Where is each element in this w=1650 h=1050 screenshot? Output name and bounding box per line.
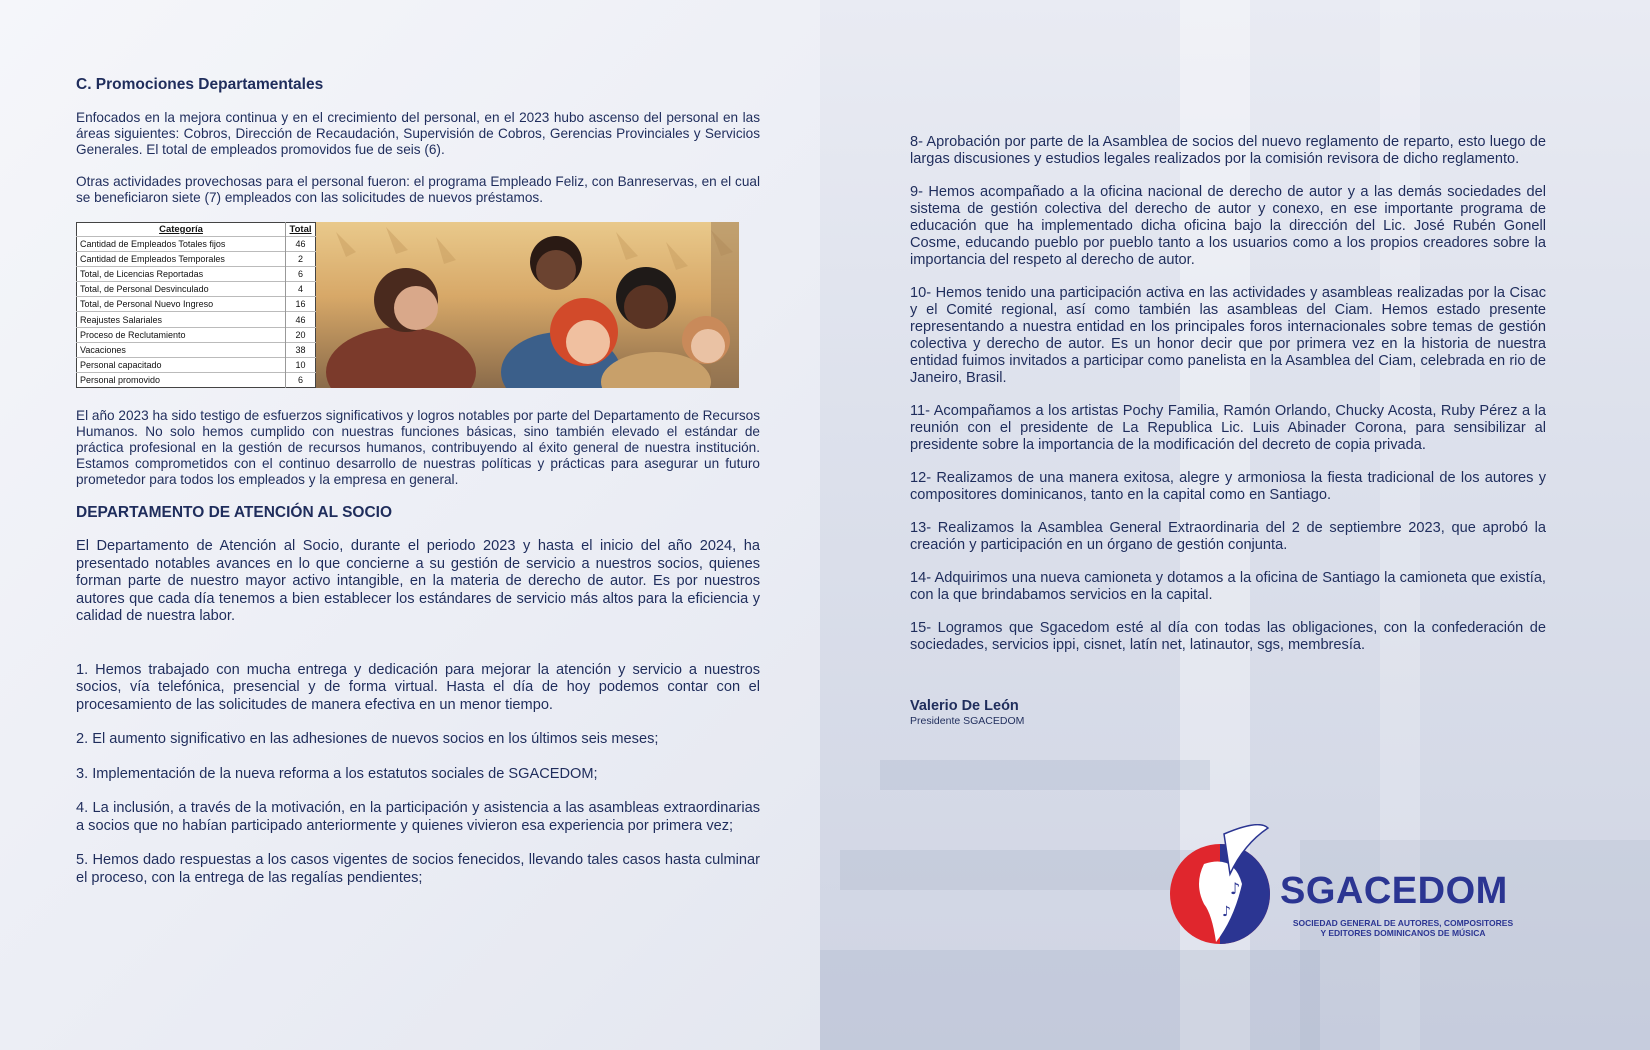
sgacedom-logo	[1164, 824, 1524, 964]
row-label: Reajustes Salariales	[77, 312, 286, 327]
right-column	[910, 134, 1546, 727]
paragraph-2023: El año 2023 ha sido testigo de esfuerzos significativos y logros notables por parte del Departamento de Recursos Humanos. No solo hemos cumplido con nuestras funciones básicas, sino también elevado el estándar de práctica profesional en la gestión de recursos humanos, contribuyendo al éxito general de nuestra institución. Estamos comprometidos con el continuo desarrollo de nuestras políticas y prácticas para asegurar un futuro prometedor para todos los empleados y la empresa en general.	[76, 408, 760, 487]
row-label: Total, de Licencias Reportadas	[77, 267, 286, 282]
list-item: 9- Hemos acompañado a la oficina nacional de derecho de autor y a las demás sociedades del sistema de gestión colectiva del derecho de autor y conexo, en ese importante programa de educación que ha implementado dicha oficina bajo la dirección del Lic. José Rubén Gonell Cosme, educando pueblo por pueblo tanto a los usuarios como a los propios creadores sobre la importancia del respeto al derecho de autor.	[910, 184, 1546, 268]
list-item: 8- Aprobación por parte de la Asamblea de socios del nuevo reglamento de reparto, esto luego de largas discusiones y estudios legales realizados por la comisión revisora de dicho reglamento.	[910, 134, 1546, 167]
paragraph-promociones: Enfocados en la mejora continua y en el crecimiento del personal, en el 2023 hubo ascenso del personal en las áreas siguientes: Cobros, Dirección de Recaudación, Supervisión de Cobros, Gerencias Provinciales y Servicios Generales. El total de empleados promovidos fue de seis (6).	[76, 110, 760, 157]
table-row	[77, 252, 316, 267]
list-item: 1. Hemos trabajado con mucha entrega y dedicación para mejorar la atención y servicio a nuestros socios, vía telefónica, presencial y de forma virtual. Hasta el día de hoy podemos contar con el procesamiento de las solicitudes de manera efectiva en un menor tiempo.	[76, 661, 760, 713]
table-header-category: Categoría	[159, 224, 203, 235]
row-value: 38	[286, 342, 316, 357]
row-value: 6	[286, 372, 316, 387]
row-label: Personal promovido	[77, 372, 286, 387]
list-item: 11- Acompañamos a los artistas Pochy Familia, Ramón Orlando, Chucky Acosta, Ruby Pérez a la reunión con el presidente de La Republica Lic. Luis Abinader Corona, para sensibilizar al presidente sobre la importancia de la modificación del decreto de copia privada.	[910, 403, 1546, 453]
row-value: 4	[286, 282, 316, 297]
team-photo-illustration	[316, 222, 739, 388]
row-label: Cantidad de Empleados Temporales	[77, 252, 286, 267]
table-row	[77, 372, 316, 387]
table-row	[77, 357, 316, 372]
staff-stats-table	[76, 222, 316, 388]
row-value: 46	[286, 312, 316, 327]
paragraph-department: El Departamento de Atención al Socio, durante el periodo 2023 y hasta el inicio del año 2024, ha presentado notables avances en lo que concierne a su gestión de servicio a nuestros socios, quienes forman parte de nuestro mayor activo intangible, en la materia de derecho de autor. Es por nuestros autores que cada día tenemos a bien establecer los estándares de servicio más altos para la eficiencia y calidad de nuestra labor.	[76, 538, 760, 624]
row-label: Cantidad de Empleados Totales fijos	[77, 237, 286, 252]
table-row	[77, 237, 316, 252]
table-row	[77, 297, 316, 312]
svg-text:♪: ♪	[1222, 904, 1231, 920]
list-item: 15- Logramos que Sgacedom esté al día con todas las obligaciones, con la confederación de sociedades, servicios ippi, cisnet, latín net, latinautor, sgs, membresía.	[910, 620, 1546, 653]
row-value: 2	[286, 252, 316, 267]
logo-emblem-icon	[1164, 824, 1274, 964]
row-label: Personal capacitado	[77, 357, 286, 372]
table-header-total: Total	[286, 223, 316, 237]
table-row	[77, 282, 316, 297]
team-photo	[316, 222, 739, 388]
table-header-row	[77, 223, 316, 237]
row-label: Proceso de Reclutamiento	[77, 327, 286, 342]
table-row	[77, 327, 316, 342]
table-row	[77, 342, 316, 357]
paragraph-actividades: Otras actividades provechosas para el personal fueron: el programa Empleado Feliz, con Banreservas, en el cual se beneficiaron siete (7) empleados con las solicitudes de nuevos préstamos.	[76, 174, 760, 205]
table-photo-row	[76, 222, 760, 388]
table-row	[77, 312, 316, 327]
svg-text:♪: ♪	[1230, 879, 1241, 898]
table-row	[77, 267, 316, 282]
row-value: 20	[286, 327, 316, 342]
department-heading: DEPARTAMENTO DE ATENCIÓN AL SOCIO	[76, 504, 393, 521]
list-item: 12- Realizamos de una manera exitosa, alegre y armoniosa la fiesta tradicional de los autores y compositores dominicanos, tanto en la capital como en Santiago.	[910, 470, 1546, 503]
logo-subtitle-line1: SOCIEDAD GENERAL DE AUTORES, COMPOSITORES	[1292, 918, 1514, 928]
row-value: 46	[286, 237, 316, 252]
signature-name: Valerio De León	[910, 698, 1019, 714]
section-heading: C. Promociones Departamentales	[76, 76, 324, 93]
row-value: 10	[286, 357, 316, 372]
list-item: 2. El aumento significativo en las adhesiones de nuevos socios en los últimos seis meses;	[76, 731, 659, 747]
left-column	[76, 76, 760, 904]
list-item: 3. Implementación de la nueva reforma a los estatutos sociales de SGACEDOM;	[76, 765, 598, 782]
logo-wordmark: SGACEDOM	[1280, 870, 1508, 912]
row-label: Total, de Personal Desvinculado	[77, 282, 286, 297]
logo-subtitle	[1288, 918, 1518, 938]
list-item: 13- Realizamos la Asamblea General Extraordinaria del 2 de septiembre 2023, que aprobó la creación y participación en un órgano de gestión conjunta.	[910, 520, 1546, 553]
logo-subtitle-line2: Y EDITORES DOMINICANOS DE MÚSICA	[1320, 928, 1486, 938]
row-value: 6	[286, 267, 316, 282]
list-item: 5. Hemos dado respuestas a los casos vigentes de socios fenecidos, llevando tales casos hasta culminar el proceso, con la entrega de las regalías pendientes;	[76, 852, 760, 886]
signature-role: Presidente SGACEDOM	[910, 715, 1025, 727]
row-label: Vacaciones	[77, 342, 286, 357]
list-item: 10- Hemos tenido una participación activa en las actividades y asambleas realizadas por la Cisac y el Comité regional, así como también las asambleas del Ciam. Hemos estado presente representando a nuestra entidad en los principales foros internacionales sobre temas de gestión colectiva y derecho de autor. Es un honor decir que por primera vez en la historia de nuestra entidad fuimos invitados a participar como panelista en la Asamblea del Ciam, celebrada en rio de Janeiro, Brasil.	[910, 285, 1546, 386]
list-item: 4. La inclusión, a través de la motivación, en la participación y asistencia a las asambleas extraordinarias a socios que no habían participado anteriormente y quienes vivieron esa experiencia por primera vez;	[76, 800, 760, 834]
row-value: 16	[286, 297, 316, 312]
row-label: Total, de Personal Nuevo Ingreso	[77, 297, 286, 312]
list-item: 14- Adquirimos una nueva camioneta y dotamos a la oficina de Santiago la camioneta que existía, con la que brindabamos servicios en la capital.	[910, 570, 1546, 603]
